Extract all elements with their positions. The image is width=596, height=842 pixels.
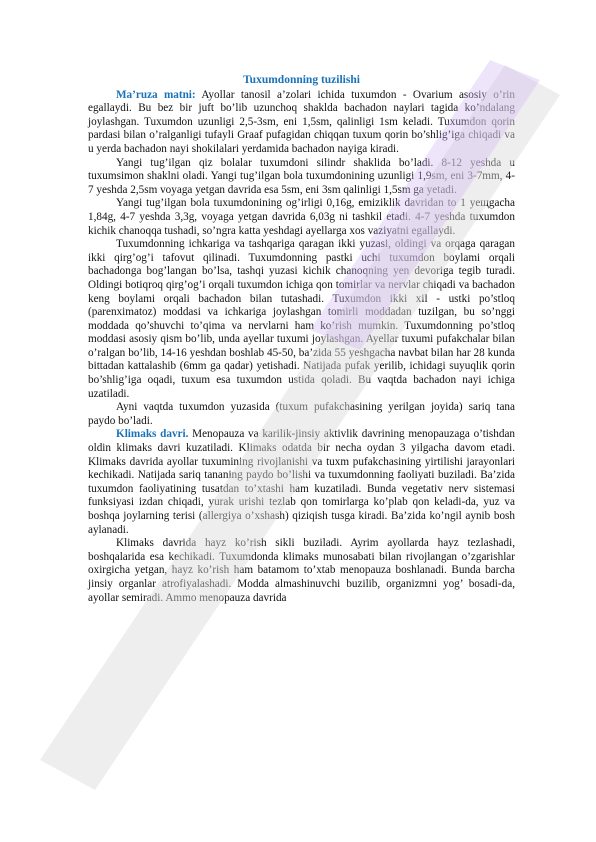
paragraph-text: Klimaks davrida hayz ko’rish sikli buziladi. Ayrim ayollarda hayz tezlashadi, boshqalarida esa kechikadi. Tuxumdonda klimaks munosabati bilan rivojlangan o’zgarishlar oxirgicha yetgan, hayz ko’rish ham batamom to’xtab menopauza boshlanadi. Bunda barcha jinsiy organlar atrofiyalashadi. Modda almashinuvchi buzilib, organizmni yog’ bosadi-da, ayollar semiradi. Ammo menopauza davrida [88,537,515,604]
paragraph [88,157,515,198]
paragraph [88,428,515,537]
page-title: Tuxumdonning tuzilishi [243,74,360,86]
paragraph [88,401,515,428]
paragraph-text: Yangi tug’ilgan qiz bolalar tuxumdoni silindr shaklida bo’ladi. 8-12 yeshda u tuxumsimon shaklni oladi. Yangi tug’ilgan bola tuxumdonining uzunligi 1,9sm, eni 3-7mm, 4-7 yeshda 2,5sm voyaga yetgan davrida esa 5sm, eni 3sm qalinligi 1,5sm ga yetadi. [88,156,515,196]
paragraph [88,537,515,605]
paragraph-text: Menopauza va karilik-jinsiy aktivlik davrining menopauzaga o’tishdan oldin klimaks davri kuzatiladi. Klimaks odatda bir necha oydan 3 yilgacha davom etadi. Klimaks davrida ayollar tuxumining rivojlanishi va tuxm pufakchasining yirtilishi jarayonlari kechikadi. Natijada sariq tananing paydo bo’lishi va tuxumdonning faoliyati buziladi. Ba’zida tuxumdon faoliyatining tusatdan to’xtashi ham kuzatiladi. Bunda vegetativ nerv sistemasi funksiyasi izdan chiqadi, yurak urishi tezlab qon tomirlarga ko’plab qon keladi-da, yuz va boshqa joylarning terisi (allergiya o’xshash) qiziqish tusga kiradi. Ba’zida ko’ngil aynib bosh aylanadi. [88,428,516,536]
document-page [88,74,515,605]
paragraph-lead: Klimaks davri. [116,428,189,441]
paragraph-text: Ayollar tanosil a’zolari ichida tuxumdon - Ovarium asosiy o’rin egallaydi. Bu bez bir juft bo’lib uzunchoq shaklda bachadon naylari tagida ko’ndalang joylashgan. Tuxumdon uzunligi 2,5-3sm, eni 1,5sm, qalinligi 1sm keladi. Tuxumdon qorin pardasi bilan o’ralganligi tufayli Graaf pufagidan chiqqan tuxum qorin bo’shlig’iga chiqadi va u yerda bachadon nayi shokilalari yerdamida bachadon nayiga kiradi. [88,88,516,155]
paragraph-lead: Ma’ruza matni: [116,88,196,101]
paragraph [88,197,515,238]
paragraph-text: Ayni vaqtda tuxumdon yuzasida (tuxum pufakchasining yerilgan joyida) sariq tana paydo bo’ladi. [88,401,515,427]
paragraph-text: Tuxumdonning ichkariga va tashqariga qaragan ikki yuzasi, oldingi va orqaga qaragan ikki qirg’og’i tafovut qilinadi. Tuxumdonning pastki uchi tuxumdon boylami orqali bachadonga bog’langan bo’lsa, tashqi yuzasi kichik chanoqning yen devoriga tegib turadi. Oldingi botiqroq qirg’og’i orqali tuxumdon ichiga qon tomirlar va nervlar chiqadi va bachadon keng boylami orqali bachadon bilan tutashadi. Tuxumdon ikki xil - ustki po’stloq (parenximatoz) moddasi va ichkariga joylashgan tomirli moddadan tuzilgan, bu so’nggi moddada qo’shuvchi to’qima va nervlarni ham ko’rish mumkin. Tuxumdonning po’stloq moddasi asosiy qism bo’lib, unda ayellar tuxumi joylashgan. Ayellar tuxumi pufakchalar bilan o’ralgan bo’lib, 14-16 yeshdan boshlab 45-50, ba’zida 55 yeshgacha navbat bilan har 28 kunda bittadan kattalashib (6mm ga qadar) yetishadi. Natijada pufak yerilib, ichidagi suyuqlik qorin bo’shlig’iga oqadi, tuxum esa tuxumdon ustida qoladi. Bu vaqtda bachadon nayi ichiga uzatiladi. [88,238,515,400]
paragraph [88,238,515,401]
paragraph [88,89,515,157]
paragraph-text: Yangi tug’ilgan bola tuxumdonining og’irligi 0,16g, emiziklik davridan to 1 yeщgacha 1,84g, 4-7 yeshda 3,3g, voyaga yetgan davrida 6,03g ni tashkil etadi. 4-7 yeshda tuxumdon kichik chanoqqa tushadi, so’ngra katta yeshdagi ayellarga xos vaziyatni egallaydi. [88,197,515,237]
